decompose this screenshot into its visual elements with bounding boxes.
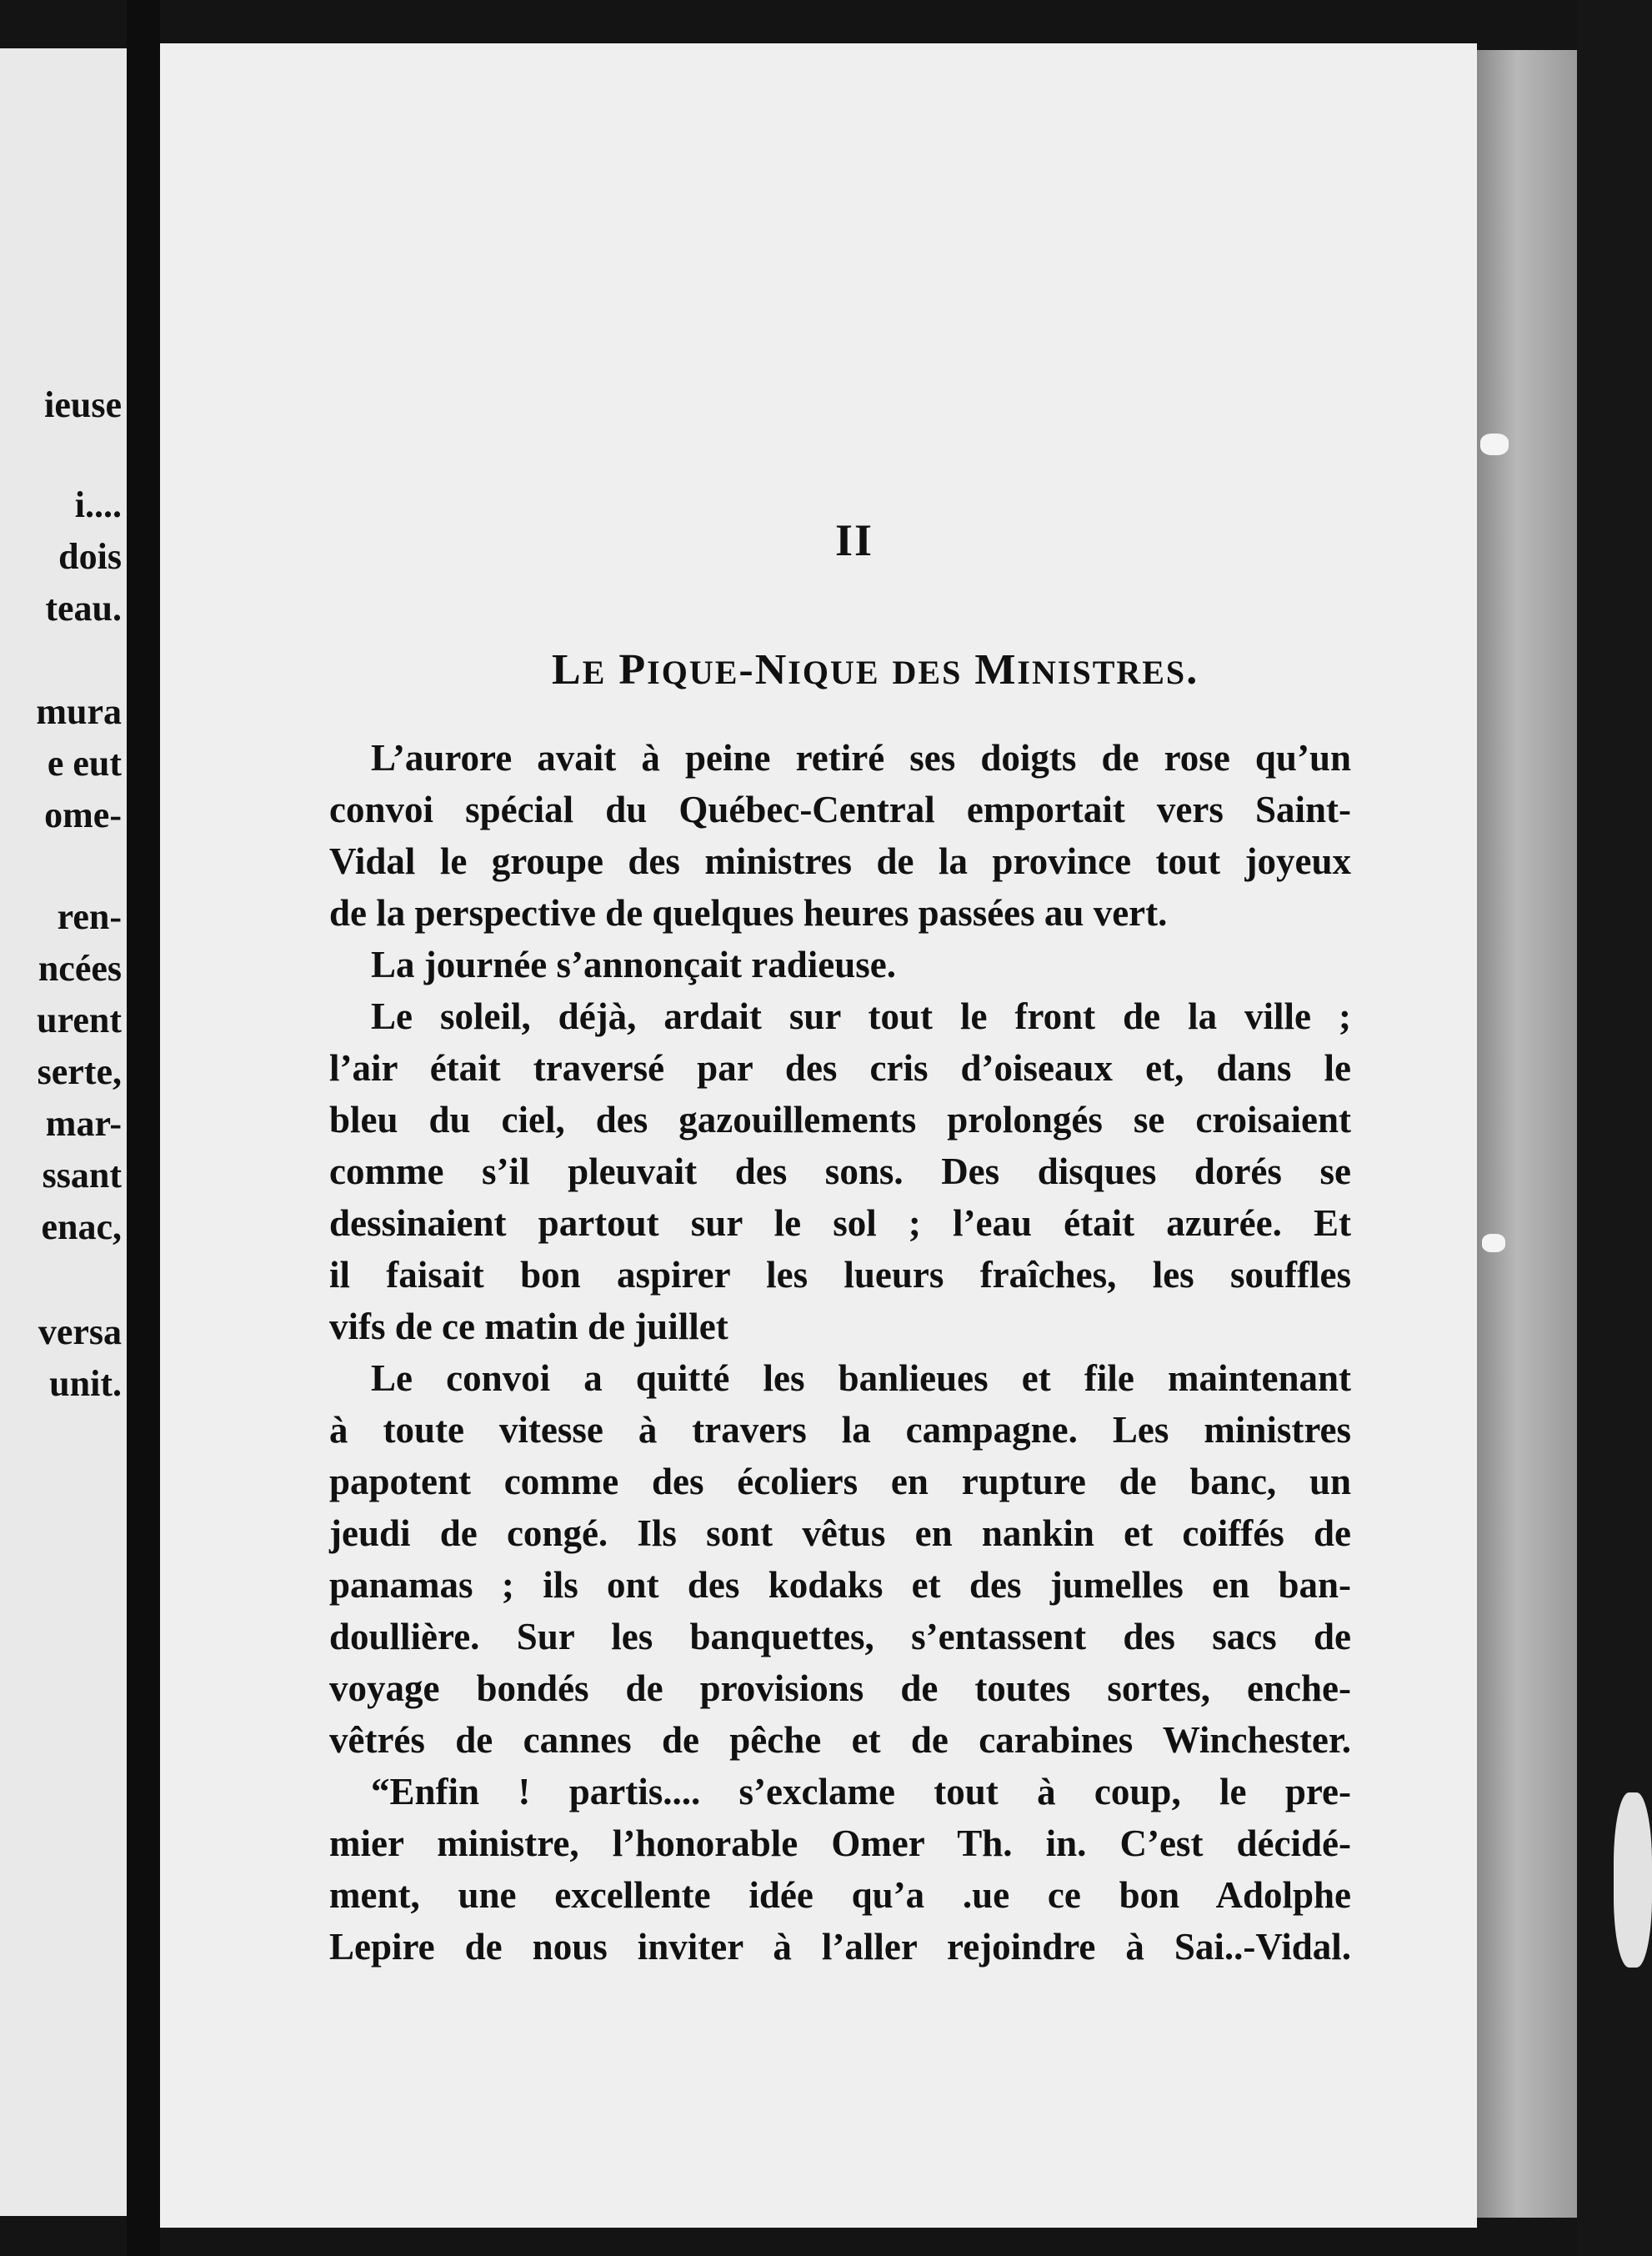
body-line: convoi spécial du Québec-Central emportait vers Saint- xyxy=(329,789,1351,830)
facing-page-line: versa xyxy=(38,1311,122,1352)
body-line: vifs de ce matin de juillet xyxy=(329,1306,728,1347)
facing-page-line: mura xyxy=(36,691,122,732)
facing-page-line: dois xyxy=(58,536,122,577)
scan-speck xyxy=(1480,434,1509,455)
facing-page-line: ieuse xyxy=(44,384,122,425)
facing-page-line: serte, xyxy=(37,1051,122,1092)
body-line: Le soleil, déjà, ardait sur tout le front de la ville ; xyxy=(371,995,1351,1037)
body-line: panamas ; ils ont des kodaks et des jumelles en ban- xyxy=(329,1564,1351,1606)
facing-page-line: ren- xyxy=(57,896,122,937)
facing-page-line: ome- xyxy=(44,795,122,835)
body-line: jeudi de congé. Ils sont vêtus en nankin et coiffés de xyxy=(329,1512,1351,1554)
chapter-number: II xyxy=(835,515,874,565)
scan-speck xyxy=(1614,1792,1652,1968)
chapter-title: LE PIQUE-NIQUE DES MINISTRES. xyxy=(552,646,1199,694)
body-line: comme s’il pleuvait des sons. Des disques dorés se xyxy=(329,1151,1351,1192)
facing-page-line: unit. xyxy=(49,1363,122,1404)
body-line: l’air était traversé par des cris d’oiseaux et, dans le xyxy=(329,1047,1351,1089)
scan-speck xyxy=(1482,1234,1505,1252)
body-line: papotent comme des écoliers en rupture de banc, un xyxy=(329,1461,1351,1502)
facing-page-line: teau. xyxy=(45,588,122,629)
facing-page-line: e eut xyxy=(47,743,122,784)
facing-page-line: i.... xyxy=(74,484,122,525)
facing-page-edge xyxy=(0,48,127,2216)
facing-page-line: ssant xyxy=(42,1155,122,1196)
body-line: La journée s’annonçait radieuse. xyxy=(371,944,896,985)
facing-page-line: urent xyxy=(37,1000,122,1040)
body-line: bleu du ciel, des gazouillements prolongés se croisaient xyxy=(329,1099,1351,1141)
page-stack-edge xyxy=(1477,50,1577,2218)
body-line: il faisait bon aspirer les lueurs fraîches, les souffles xyxy=(329,1254,1351,1296)
body-line: Lepire de nous inviter à l’aller rejoindre à Sai..-Vidal. xyxy=(329,1926,1351,1968)
body-line: Le convoi a quitté les banlieues et file maintenant xyxy=(371,1357,1351,1399)
body-line: de la perspective de quelques heures passées au vert. xyxy=(329,892,1168,934)
body-line: Vidal le groupe des ministres de la province tout joyeux xyxy=(329,840,1351,882)
body-line: vêtrés de cannes de pêche et de carabines Winchester. xyxy=(329,1719,1351,1761)
facing-page-line: enac, xyxy=(41,1206,122,1247)
body-line: doullière. Sur les banquettes, s’entassent des sacs de xyxy=(329,1616,1351,1657)
body-line: mier ministre, l’honorable Omer Th. in. C’est décidé- xyxy=(329,1822,1351,1864)
body-line: dessinaient partout sur le sol ; l’eau était azurée. Et xyxy=(329,1202,1351,1244)
facing-page-line: ncées xyxy=(38,948,122,989)
body-line: ment, une excellente idée qu’a .ue ce bon Adolphe xyxy=(329,1874,1351,1916)
facing-page-line: mar- xyxy=(45,1103,122,1144)
book-page xyxy=(160,43,1477,2228)
body-line: L’aurore avait à peine retiré ses doigts de rose qu’un xyxy=(371,737,1351,779)
body-line: à toute vitesse à travers la campagne. Les ministres xyxy=(329,1409,1351,1451)
body-line: voyage bondés de provisions de toutes sortes, enche- xyxy=(329,1667,1351,1709)
body-line: “Enfin ! partis.... s’exclame tout à coup, le pre- xyxy=(371,1771,1351,1812)
book-gutter xyxy=(127,0,160,2256)
